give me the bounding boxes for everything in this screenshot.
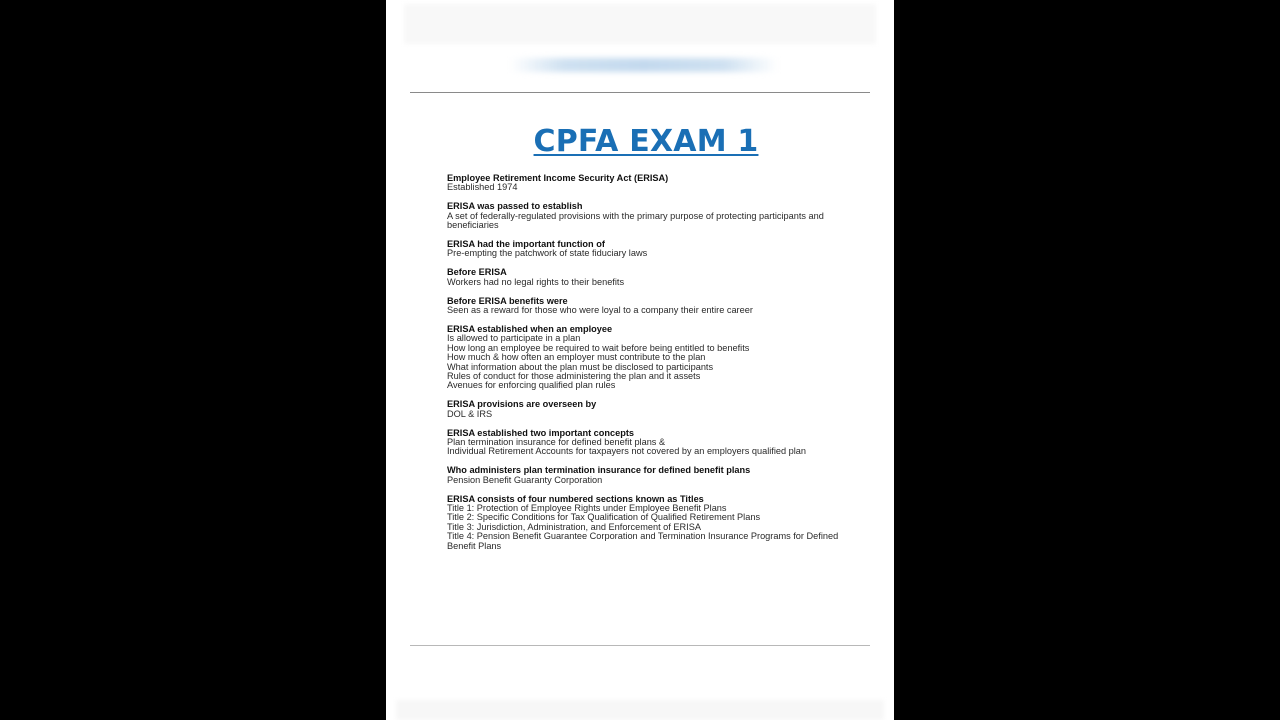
question-text: Before ERISA benefits were: [447, 295, 568, 306]
answer-text: Pre-empting the patchwork of state fiduciary laws: [447, 248, 648, 259]
answer-text: Workers had no legal rights to their benefits: [447, 276, 625, 287]
answer-text: Seen as a reward for those who were loyal to a company their entire career: [447, 305, 753, 316]
qa-item: [447, 400, 847, 419]
answer-text: Title 3: Jurisdiction, Administration, and Enforcement of ERISA: [447, 521, 701, 532]
answer-text: Individual Retirement Accounts for taxpayers not covered by an employers qualified plan: [447, 446, 807, 457]
answer-text: Title 1: Protection of Employee Rights under Employee Benefit Plans: [447, 503, 727, 514]
qa-item: [447, 174, 847, 193]
answer-text: Established 1974: [447, 182, 518, 193]
answer-text: Rules of conduct for those administering the plan and it assets: [447, 371, 701, 381]
answer-text: A set of federally-regulated provisions with the primary purpose of protecting participants and beneficiaries: [447, 210, 824, 231]
qa-item: [447, 325, 847, 391]
qa-item: [447, 268, 847, 287]
page-title: CPFA EXAM 1: [533, 124, 759, 159]
qa-item: [447, 429, 847, 457]
qa-item: [447, 466, 847, 485]
qa-item: [447, 240, 847, 259]
blurred-footer-band: [396, 700, 884, 720]
qa-item: [447, 495, 847, 551]
answer-text: Title 4: Pension Benefit Guarantee Corporation and Termination Insurance Programs for Defined Benefit Plans: [447, 531, 839, 551]
blurred-header-band: [404, 4, 876, 44]
question-text: ERISA was passed to establish: [447, 201, 583, 212]
bottom-divider: [410, 645, 870, 646]
answer-text: What information about the plan must be disclosed to participants: [447, 361, 714, 372]
question-text: ERISA established two important concepts: [447, 427, 635, 438]
question-text: ERISA provisions are overseen by: [447, 399, 597, 410]
answer-text: Title 2: Specific Conditions for Tax Qualification of Qualified Retirement Plans: [447, 512, 761, 523]
question-text: Before ERISA: [447, 267, 507, 278]
qa-list: [447, 174, 847, 561]
document-page: [386, 0, 894, 720]
blurred-banner: [510, 58, 778, 72]
qa-item: [447, 202, 847, 230]
question-text: ERISA consists of four numbered sections known as Titles: [447, 493, 704, 504]
top-divider: [410, 92, 870, 93]
question-text: ERISA had the important function of: [447, 239, 605, 250]
answer-text: Avenues for enforcing qualified plan rules: [447, 380, 616, 391]
question-text: Who administers plan termination insurance for defined benefit plans: [447, 465, 751, 476]
answer-text: Plan termination insurance for defined benefit plans &: [447, 437, 666, 448]
answer-text: Is allowed to participate in a plan: [447, 333, 581, 344]
answer-text: Pension Benefit Guaranty Corporation: [447, 474, 603, 485]
qa-item: [447, 297, 847, 316]
answer-text: How long an employee be required to wait before being entitled to benefits: [447, 342, 750, 353]
answer-text: DOL & IRS: [447, 408, 493, 419]
question-text: Employee Retirement Income Security Act (ERISA): [447, 173, 669, 183]
question-text: ERISA established when an employee: [447, 323, 613, 334]
answer-text: How much & how often an employer must contribute to the plan: [447, 352, 706, 363]
